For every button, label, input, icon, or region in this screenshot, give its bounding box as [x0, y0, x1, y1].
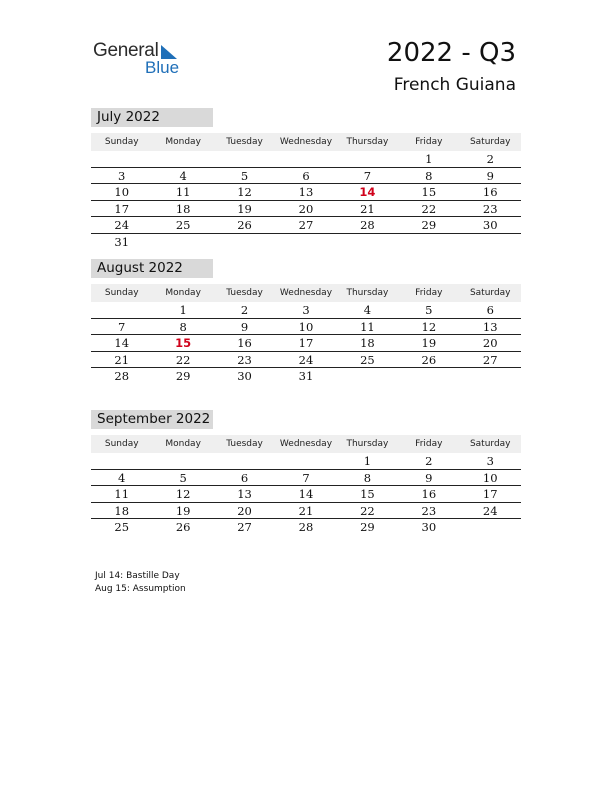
day-cell: 12: [175, 487, 191, 501]
logo-triangle-icon: [161, 45, 177, 59]
weekday-header-row: [91, 435, 521, 453]
day-cell: 24: [298, 352, 314, 367]
week-row: [91, 201, 521, 218]
month-label: August 2022: [91, 259, 213, 278]
week-row: [91, 368, 521, 385]
day-cell: 27: [482, 352, 498, 367]
day-cell: 1: [425, 152, 433, 166]
day-cell: 12: [237, 185, 252, 199]
day-cell: 17: [482, 487, 498, 501]
holiday-notes: [95, 570, 186, 595]
empty-day-cell: [152, 453, 213, 469]
empty-day-cell: [214, 151, 275, 167]
empty-day-cell: [337, 151, 398, 167]
month-calendar-september: [91, 410, 521, 536]
weekday-header: Friday: [415, 137, 443, 147]
day-cell: 18: [360, 336, 375, 350]
page-title: 2022 - Q3: [386, 38, 516, 68]
day-cell: 7: [118, 319, 126, 334]
day-cell: 19: [175, 503, 191, 518]
weekday-header: Friday: [415, 439, 443, 449]
week-row: [91, 168, 521, 185]
day-cell: 6: [240, 470, 249, 485]
day-cell: 30: [421, 520, 437, 534]
month-calendar-august: [91, 259, 521, 385]
day-cell: 3: [302, 303, 310, 317]
day-cell: 27: [298, 218, 314, 232]
day-cell: 14: [298, 487, 314, 501]
day-cell: 7: [363, 168, 372, 183]
weekday-header: Saturday: [469, 288, 511, 298]
day-cell: 15: [175, 336, 192, 350]
week-row: [91, 503, 521, 520]
day-cell: 19: [421, 336, 437, 350]
weekday-header: Sunday: [104, 439, 139, 449]
day-cell: 25: [114, 520, 130, 534]
weekday-header: Monday: [165, 288, 201, 298]
day-cell: 2: [240, 303, 249, 317]
weekday-header: Wednesday: [279, 137, 333, 147]
week-row: [91, 319, 521, 336]
day-cell: 26: [237, 218, 252, 232]
day-cell: 6: [302, 168, 310, 183]
day-cell: 14: [114, 336, 130, 350]
day-cell: 11: [175, 185, 191, 199]
weekday-header-row: [91, 133, 521, 151]
day-cell: 28: [360, 218, 375, 232]
day-cell: 25: [360, 352, 375, 367]
day-cell: 8: [363, 470, 372, 485]
day-cell: 4: [363, 303, 372, 317]
day-cell: 29: [175, 369, 191, 383]
weekday-header: Tuesday: [226, 137, 263, 147]
day-cell: 31: [298, 369, 314, 383]
empty-day-cell: [398, 368, 459, 385]
day-cell: 16: [237, 336, 252, 350]
logo: [93, 40, 193, 80]
week-row: [91, 519, 521, 536]
day-cell: 13: [237, 487, 252, 501]
day-cell: 8: [425, 168, 433, 183]
day-cell: 10: [298, 319, 314, 334]
weekday-header: Saturday: [469, 439, 511, 449]
week-row: [91, 217, 521, 234]
day-cell: 26: [421, 352, 437, 367]
day-cell: 27: [237, 520, 252, 534]
day-cell: 30: [237, 369, 252, 383]
day-cell: 25: [175, 218, 191, 232]
day-cell: 5: [425, 303, 433, 317]
day-cell: 9: [425, 470, 433, 485]
week-row: [91, 453, 521, 470]
week-row: [91, 151, 521, 168]
day-cell: 15: [360, 487, 375, 501]
weekday-header: Thursday: [346, 288, 389, 298]
week-row: [91, 352, 521, 369]
day-cell: 21: [298, 503, 314, 518]
empty-day-cell: [337, 234, 398, 251]
week-row: [91, 470, 521, 487]
day-cell: 17: [298, 336, 314, 350]
week-row: [91, 184, 521, 201]
day-cell: 11: [114, 487, 130, 501]
page-subtitle: French Guiana: [393, 75, 516, 95]
day-cell: 23: [482, 201, 498, 216]
empty-day-cell: [398, 234, 459, 251]
empty-day-cell: [275, 234, 336, 251]
day-cell: 18: [114, 503, 130, 518]
day-cell: 7: [302, 470, 310, 485]
weekday-header: Thursday: [346, 439, 389, 449]
week-row: [91, 302, 521, 319]
day-cell: 16: [482, 185, 498, 199]
day-cell: 2: [425, 454, 433, 468]
empty-day-cell: [337, 368, 398, 385]
day-cell: 20: [482, 336, 498, 350]
weekday-header: Tuesday: [226, 288, 263, 298]
day-cell: 23: [421, 503, 437, 518]
day-cell: 13: [298, 185, 314, 199]
day-cell: 16: [421, 487, 437, 501]
day-cell: 26: [175, 520, 191, 534]
weekday-header: Thursday: [346, 137, 389, 147]
month-label: September 2022: [91, 410, 213, 429]
weekday-header: Monday: [165, 439, 201, 449]
day-cell: 3: [486, 454, 494, 468]
day-cell: 18: [175, 201, 191, 216]
week-row: [91, 234, 521, 251]
day-cell: 2: [486, 152, 494, 166]
day-cell: 21: [360, 201, 375, 216]
empty-day-cell: [460, 519, 521, 536]
day-cell: 1: [179, 303, 187, 317]
day-cell: 22: [421, 201, 437, 216]
day-cell: 20: [298, 201, 314, 216]
day-cell: 3: [118, 168, 126, 183]
day-cell: 11: [360, 319, 375, 334]
empty-day-cell: [91, 151, 152, 167]
weekday-header: Saturday: [469, 137, 511, 147]
day-cell: 22: [175, 352, 191, 367]
day-cell: 24: [114, 218, 130, 232]
empty-day-cell: [275, 453, 336, 469]
day-cell: 13: [482, 319, 498, 334]
day-cell: 30: [482, 218, 498, 232]
empty-day-cell: [275, 151, 336, 167]
weekday-header: Sunday: [104, 288, 139, 298]
day-cell: 10: [482, 470, 498, 485]
day-cell: 28: [298, 520, 314, 534]
day-cell: 1: [363, 454, 372, 468]
empty-day-cell: [460, 234, 521, 251]
weekday-header-row: [91, 284, 521, 302]
empty-day-cell: [91, 453, 152, 469]
month-calendar-july: [91, 108, 521, 250]
empty-day-cell: [152, 234, 213, 251]
weekday-header: Sunday: [104, 137, 139, 147]
logo-general-text: General: [93, 40, 159, 61]
day-cell: 20: [237, 503, 252, 518]
empty-day-cell: [152, 151, 213, 167]
month-label: July 2022: [91, 108, 213, 127]
day-cell: 21: [114, 352, 130, 367]
day-cell: 12: [421, 319, 437, 334]
day-cell: 14: [359, 185, 376, 199]
day-cell: 23: [237, 352, 252, 367]
weekday-header: Tuesday: [226, 439, 263, 449]
day-cell: 4: [118, 470, 126, 485]
day-cell: 24: [482, 503, 498, 518]
week-row: [91, 486, 521, 503]
day-cell: 10: [114, 185, 130, 199]
weekday-header: Friday: [415, 288, 443, 298]
weekday-header: Wednesday: [279, 288, 333, 298]
day-cell: 17: [114, 201, 130, 216]
day-cell: 28: [114, 369, 130, 383]
day-cell: 29: [360, 520, 375, 534]
day-cell: 19: [237, 201, 252, 216]
holiday-note: Aug 15: Assumption: [95, 583, 186, 594]
holiday-note: Jul 14: Bastille Day: [95, 571, 180, 581]
empty-day-cell: [460, 368, 521, 385]
day-cell: 5: [240, 168, 249, 183]
day-cell: 4: [179, 168, 187, 183]
day-cell: 15: [421, 185, 437, 199]
day-cell: 9: [486, 168, 494, 183]
day-cell: 22: [360, 503, 375, 518]
day-cell: 29: [421, 218, 437, 232]
empty-day-cell: [214, 234, 275, 251]
weekday-header: Monday: [165, 137, 201, 147]
day-cell: 5: [179, 470, 187, 485]
week-row: [91, 335, 521, 352]
logo-blue-text: Blue: [145, 58, 180, 77]
empty-day-cell: [214, 453, 275, 469]
day-cell: 9: [240, 319, 249, 334]
weekday-header: Wednesday: [279, 439, 333, 449]
day-cell: 31: [114, 234, 130, 249]
day-cell: 8: [179, 319, 187, 334]
day-cell: 6: [486, 303, 494, 317]
empty-day-cell: [91, 302, 152, 318]
